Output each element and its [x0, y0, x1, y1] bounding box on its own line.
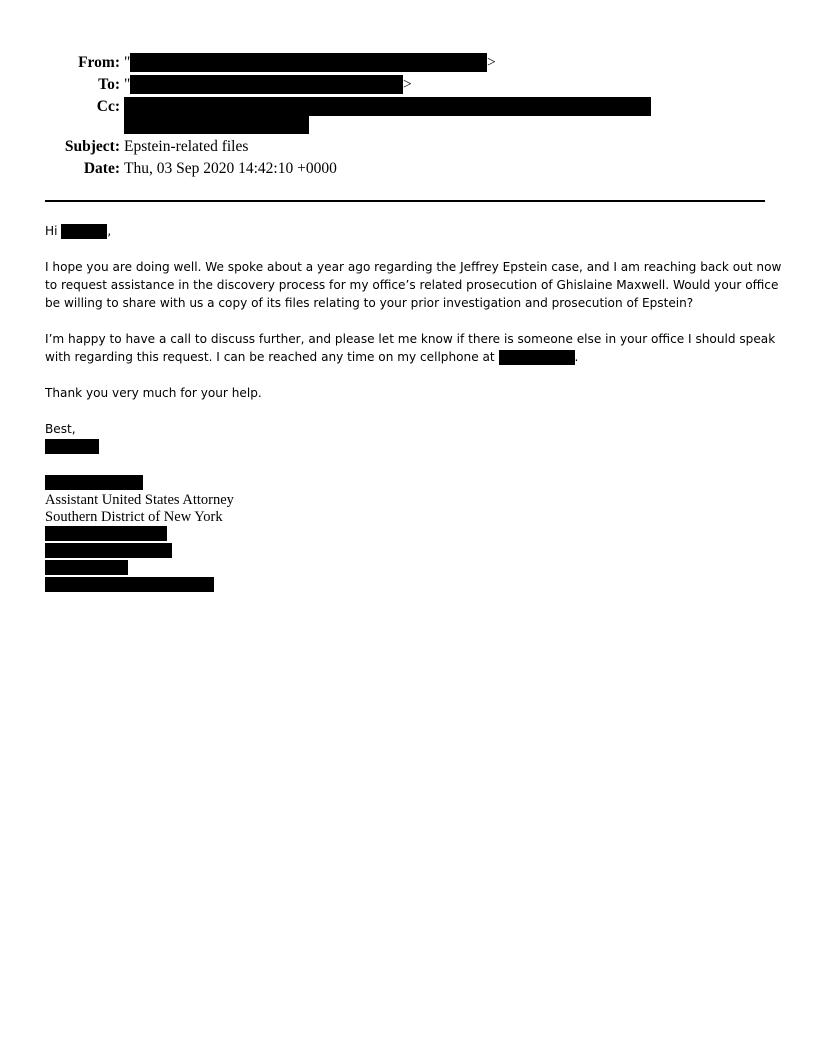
greeting-name-redaction [61, 224, 107, 239]
signature-redaction-4 [45, 577, 214, 592]
signature-redaction-3 [45, 560, 128, 575]
cellphone-redaction [499, 350, 575, 365]
paragraph-1 [45, 258, 782, 312]
from-label: From: [78, 54, 120, 71]
paragraph-2-line-2-end: . [574, 350, 579, 364]
subject-value: Epstein-related files [124, 138, 249, 155]
to-label: To: [98, 76, 120, 93]
paragraph-2-line-2-wrap [45, 348, 773, 366]
sender-name-redaction [45, 439, 99, 454]
header-divider [45, 200, 765, 202]
signature-name-redaction [45, 475, 143, 490]
to-close-bracket: > [403, 76, 412, 93]
paragraph-3: Thank you very much for your help. [45, 386, 262, 400]
signature-redaction-2 [45, 543, 172, 558]
paragraph-2-line-2: with regarding this request. I can be reached any time on my cellphone at [45, 350, 495, 364]
from-quote: " [124, 54, 131, 71]
paragraph-1-line-3: be willing to share with us a copy of its files relating to your prior investigation and prosecution of Epstein? [45, 296, 694, 310]
cc-redaction-line2 [124, 116, 309, 134]
date-label: Date: [83, 160, 120, 177]
date-value: Thu, 03 Sep 2020 14:42:10 +0000 [124, 160, 337, 177]
from-close-bracket: > [487, 54, 496, 71]
paragraph-2-line-1: I’m happy to have a call to discuss further, and please let me know if there is someone else in your office I should speak [45, 332, 776, 346]
cc-redaction-line1 [124, 97, 651, 116]
from-redaction [130, 53, 487, 72]
to-redaction [130, 75, 403, 94]
signature-office: Southern District of New York [45, 509, 223, 525]
paragraph-1-line-1: I hope you are doing well. We spoke about a year ago regarding the Jeffrey Epstein case, and I am reaching back out now [45, 260, 782, 274]
paragraph-2 [45, 330, 776, 366]
cc-label: Cc: [96, 98, 120, 115]
closing: Best, [45, 422, 76, 436]
signature-title: Assistant United States Attorney [45, 492, 234, 508]
signature-redaction-1 [45, 526, 167, 541]
greeting [45, 222, 773, 240]
greeting-suffix: , [107, 224, 112, 238]
subject-label: Subject: [64, 138, 120, 155]
paragraph-1-line-2: to request assistance in the discovery process for my office’s related prosecution of Ghislaine Maxwell. Would your office [45, 278, 779, 292]
to-quote: " [124, 76, 131, 93]
greeting-prefix: Hi [45, 224, 58, 238]
